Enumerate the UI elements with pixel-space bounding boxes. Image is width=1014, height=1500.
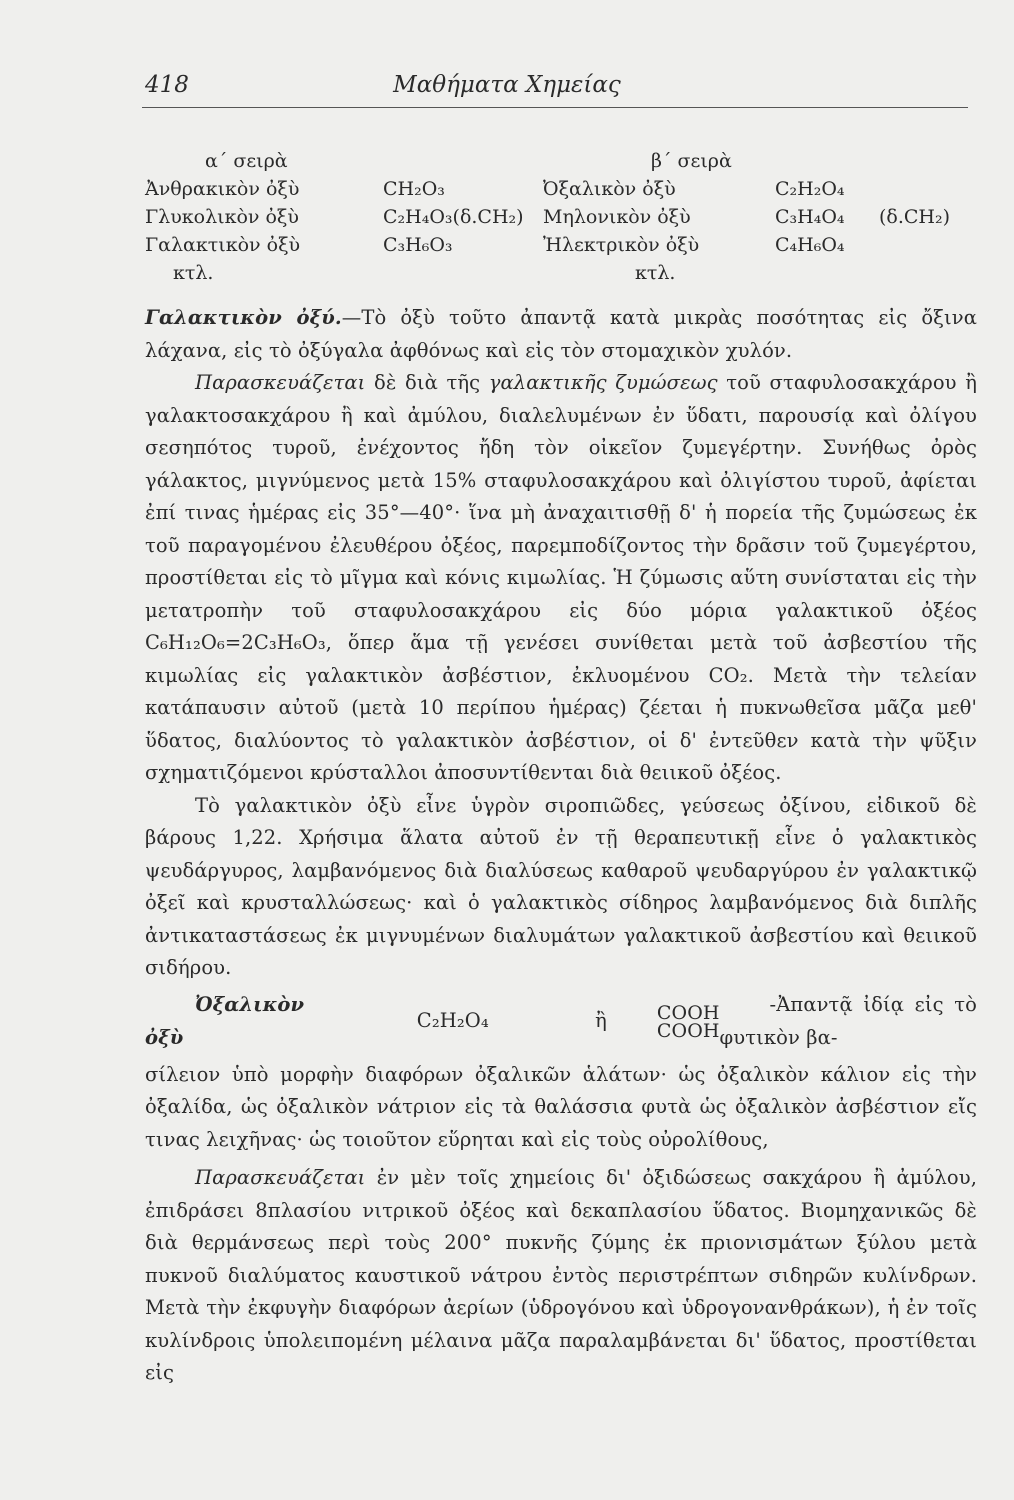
series-b-formula: C₂H₂O₄: [775, 178, 845, 200]
series-row: [145, 231, 985, 259]
series-a-name: Γλυκολικὸν ὀξὺ: [145, 206, 299, 228]
preparation-lead: Παρασκευάζεται: [195, 1166, 366, 1189]
acid-series-table: [145, 147, 985, 287]
series-b-note: (δ.CH₂): [879, 206, 951, 228]
lactic-properties-paragraph: Τὸ γαλακτικὸν ὀξὺ εἶνε ὑγρὸν σιροπιῶδες, γεύσεως ὀξίνου, εἰδικοῦ δὲ βάρους 1,22. Χρήσιμα ἅλατα αὐτοῦ ἐν τῇ θεραπευτικῇ εἶνε ὁ γαλακτικὸς ψευδάργυρος, λαμβανόμενος διὰ διαλύσεως καθαροῦ ψευδαργύρου ἐν γαλακτικῷ ὀξεῖ καὶ κρυσταλλώσεως· καὶ ὁ γαλακτικὸς σίδηρος λαμβανόμενος διὰ διπλῆς ἀντικαταστάσεως ἐκ μιγνυμένων διαλυμάτων γαλακτικοῦ ἀσβεστίου καὶ θειικοῦ σιδήρου.: [145, 793, 977, 979]
oxalic-or: ἢ: [595, 1009, 607, 1033]
oxalic-occurrence-paragraph: σίλειον ὑπὸ μορφὴν διαφόρων ὀξαλικῶν ἁλάτων· ὡς ὀξαλικὸν κάλιον εἰς τὴν ὀξαλίδα, ὡς ὀξαλικὸν νάτριον εἰς τὰ θαλάσσια φυτὰ ὡς ὀξαλικὸν ἀσβέστιον εἴς τινας λειχῆνας· ὡς τοιοῦτον εὕρηται καὶ εἰς τοὺς οὐρολίθους,: [145, 1062, 977, 1151]
oxalic-preparation-paragraph: [145, 1162, 977, 1390]
series-b-formula: C₄H₆O₄: [775, 234, 845, 256]
series-b-etc: κτλ.: [635, 262, 676, 284]
series-row: [145, 203, 985, 231]
oxalic-heading-line: [145, 985, 977, 1059]
series-titles: [145, 147, 985, 175]
series-b-formula: C₃H₄O₄: [775, 206, 845, 228]
lactic-prep-text-d: , ὅπερ ἅμα τῇ γενέσει συνίθεται μετὰ τοῦ ἀσβεστίου τῆς κιμωλίας εἰς γαλακτικὸν ἀσβέστιον, ἐκλυομένου CO₂. Μετὰ τὴν τελείαν κατάπαυσιν αὐτοῦ (μετὰ 10 περίπου ἡμέρας) ζέεται ἡ πυκνωθεῖσα μᾶζα μεθ' ὕδατος, διαλύοντος τὸ γαλακτικὸν ἀσβέστιον, οἱ δ' ἐντεῦθεν κατὰ τὴν ψῦξιν σχηματιζόμενοι κρύσταλλοι ἀποσυντίθενται διὰ θειικοῦ ὀξέος.: [145, 631, 977, 784]
series-a-formula: CH₂O₃: [383, 178, 445, 200]
cooh-structure: [607, 1001, 720, 1042]
oxalic-acid-heading: Ὀξαλικὸν ὀξὺ: [145, 993, 305, 1049]
series-a-etc: κτλ.: [173, 262, 214, 284]
page-number: 418: [145, 72, 189, 98]
lactic-intro-text: —Τὸ ὀξὺ τοῦτο ἀπαντᾷ κατὰ μικρὰς ποσότητας εἰς ὄξινα λάχανα, εἰς τὸ ὀξύγαλα ἀφθόνως καὶ εἰς τὸν στομαχικὸν χυλόν.: [145, 306, 977, 362]
series-a-formula: C₂H₄O₃(δ.CH₂): [383, 206, 524, 228]
cooh-bottom: COOH: [656, 1019, 720, 1042]
lactic-prep-text-c: σταφυλοσακχάρου καὶ ὀλιγίστου τυροῦ, ἀφίεται ἐπί τινας ἡμέρας εἰς 35°—40°· ἵνα μὴ ἀναχαιτισθῇ δ' ἡ πορεία τῆς ζυμώσεως ἐκ τοῦ παραγομένου ἐλευθέρου ὀξέος, παρεμποδίζοντος τὴν δρᾶσιν τοῦ ζυμεγέρτου, προστίθεται εἰς τὸ μῖγμα καὶ κόνις κιμωλίας. Ἡ ζύμωσις αὕτη συνίσταται εἰς τὴν μετατροπὴν τοῦ σταφυλοσακχάρου εἰς δύο μόρια γαλακτικοῦ ὀξέος: [145, 468, 977, 622]
preparation-lead: Παρασκευάζεται: [195, 371, 366, 394]
running-title: Μαθήματα Χημείας: [393, 72, 621, 98]
lactic-prep-text-a: δὲ διὰ τῆς: [365, 371, 489, 394]
fermentation-equation: C₆H₁₂O₆=2C₃H₆O₃: [145, 631, 326, 654]
oxalic-formula: C₂H₂O₄: [416, 1009, 489, 1033]
lactic-intro-paragraph: [145, 302, 977, 367]
lactic-prep-text-b: τοῦ σταφυλοσακχάρου ἢ γαλακτοσακχάρου ἢ καὶ ἀμύλου, διαλελυμένων ἐν ὕδατι, παρουσίᾳ καὶ ὀλίγου σεσηπότος τυροῦ, ἐνέχοντος ἤδη τὸν οἰκεῖον ζυμεγέρτην. Συνήθως ὀρὸς γάλακτος, μιγνύμενος μετὰ 15%: [145, 371, 977, 492]
lactic-preparation-paragraph: [145, 367, 977, 790]
series-b-title: β΄ σειρὰ: [651, 150, 732, 172]
series-a-title: α΄ σειρὰ: [205, 150, 288, 172]
series-row: [145, 175, 985, 203]
oxalic-prep-text: ἐν μὲν τοῖς χημείοις δι' ὀξιδώσεως σακχάρου ἢ ἀμύλου, ἐπιδράσει 8πλασίου νιτρικοῦ ὀξέος καὶ δεκαπλασίου ὕδατος. Βιομηχανικῶς δὲ διὰ θερμάνσεως περὶ τοὺς 200° πυκνῆς ζύμης ἐκ πριονισμάτων ξύλου μετὰ πυκνοῦ διαλύματος καυστικοῦ νάτρου ἐντὸς περιστρέπτων σιδηρῶν κυλίνδρων. Μετὰ τὴν ἐκφυγὴν διαφόρων ἀερίων (ὑδρογόνου καὶ ὑδρογονανθράκων), ἡ ἐν τοῖς κυλίνδροις ὑπολειπομένη μέλαινα μᾶζα παραλαμβάνεται δι' ὕδατος, προστίθεται εἰς: [145, 1166, 977, 1384]
header-rule: [142, 107, 968, 108]
series-row: [145, 259, 985, 287]
cooh-top: COOH: [656, 1001, 720, 1024]
series-b-name: Ἠλεκτρικὸν ὀξὺ: [543, 234, 700, 256]
lactic-fermentation-term: γαλακτικῆς ζυμώσεως: [488, 371, 718, 394]
series-b-name: Μηλονικὸν ὀξὺ: [543, 206, 691, 228]
series-a-name: Γαλακτικὸν ὀξὺ: [145, 234, 301, 256]
series-a-name: Ἀνθρακικὸν ὀξὺ: [145, 178, 300, 200]
series-a-formula: C₃H₆O₃: [383, 234, 453, 256]
body-text: [145, 302, 977, 1390]
series-b-name: Ὀξαλικὸν ὀξὺ: [543, 178, 676, 200]
oxalic-occurrence-start: -Ἀπαντᾷ ἰδίᾳ εἰς τὸ φυτικὸν βα-: [719, 993, 977, 1049]
lactic-acid-heading: Γαλακτικὸν ὀξύ.: [145, 306, 342, 329]
